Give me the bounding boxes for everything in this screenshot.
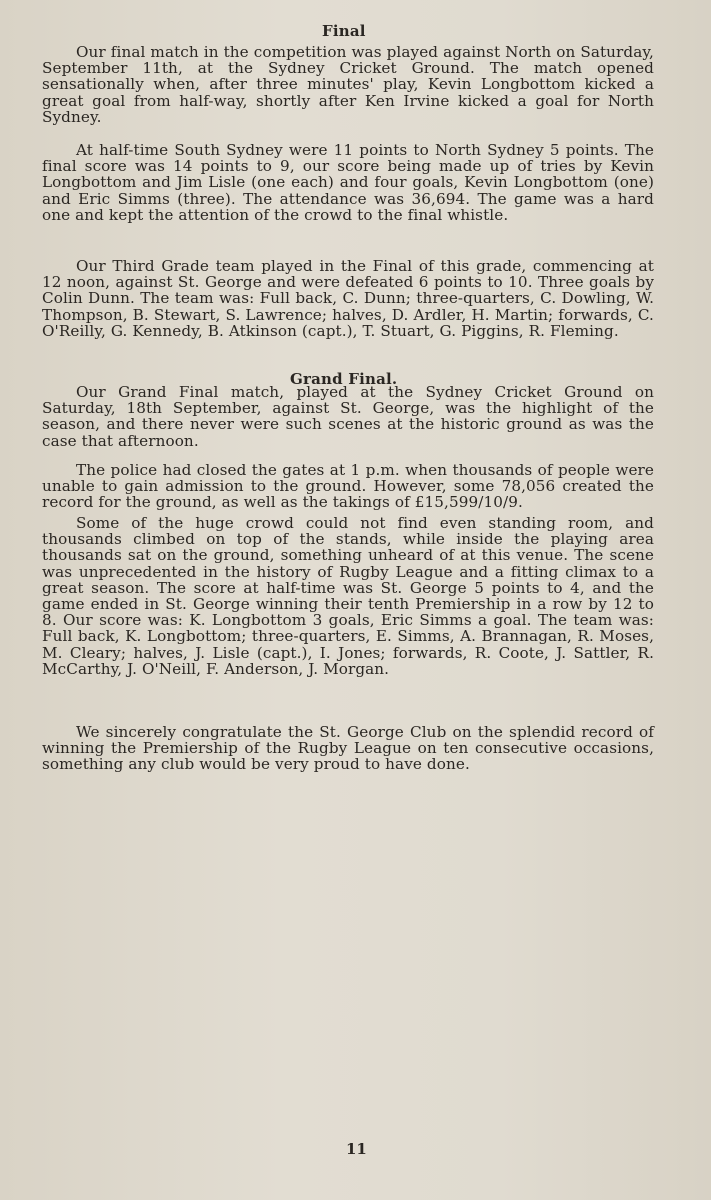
paragraph-police-gates: The police had closed the gates at 1 p.m. when thousands of people were unable to gain admission to the ground. However, some 78,056 created the record for the ground, as well as the takings of £15,599/10/9. (42, 461, 654, 512)
section-title-grand-final: Grand Final. (290, 370, 398, 388)
paragraph-congratulations: We sincerely congratulate the St. George Club on the splendid record of winning the Premiership of the Rugby League on ten consecutive occasions, something any club would be very proud to have done. (42, 723, 654, 774)
paragraph-half-time: At half-time South Sydney were 11 points to North Sydney 5 points. The final score was 14 points to 9, our score being made up of tries by Kevin Longbottom and Jim Lisle (one each) and four goals, Kevin Longbottom (one) and Eric Simms (three). The attendance was 36,694. The game was a hard one and kept the attention of the crowd to the final whistle. (42, 141, 654, 224)
paragraph-third-grade: Our Third Grade team played in the Final of this grade, commencing at 12 noon, against St. George and were defeated 6 points to 10. Three goals by Colin Dunn. The team was: Full back, C. Dunn; three-quarters, C. Dowling, W. Thompson, B. Stewart, S. Lawrence; halves, D. Ardler, H. Martin; forwards, C. O'Reilly, G. Kennedy, B. Atkinson (capt.), T. Stuart, G. Piggins, R. Fleming. (42, 257, 654, 340)
paragraph-final-match: Our final match in the competition was played against North on Saturday, September 11th, at the Sydney Cricket Ground. The match opened sensationally when, after three minutes' play, Kevin Longbottom kicked a great goal from half-way, shortly after Ken Irvine kicked a goal for North Sydney. (42, 43, 654, 126)
paragraph-grand-final-match: Our Grand Final match, played at the Sydney Cricket Ground on Saturday, 18th September, against St. George, was the highlight of the season, and there never were such scenes at the historic ground as was the case that afternoon. (42, 383, 654, 450)
section-title-final: Final (322, 22, 366, 40)
page-number: 11 (346, 1140, 367, 1158)
paragraph-huge-crowd: Some of the huge crowd could not find even standing room, and thousands climbed on top of the stands, while inside the playing area thousands sat on the ground, something unheard of at this venue. The scene was unprecedented in the history of Rugby League and a fitting climax to a great season. The score at half-time was St. George 5 points to 4, and the game ended in St. George winning their tenth Premiership in a row by 12 to 8. Our score was: K. Longbottom 3 goals, Eric Simms a goal. The team was: Full back, K. Longbottom; three-quarters, E. Simms, A. Brannagan, R. Moses, M. Cleary; halves, J. Lisle (capt.), I. Jones; forwards, R. Coote, J. Sattler, R. McCarthy, J. O'Neill, F. Anderson, J. Morgan. (42, 514, 654, 678)
